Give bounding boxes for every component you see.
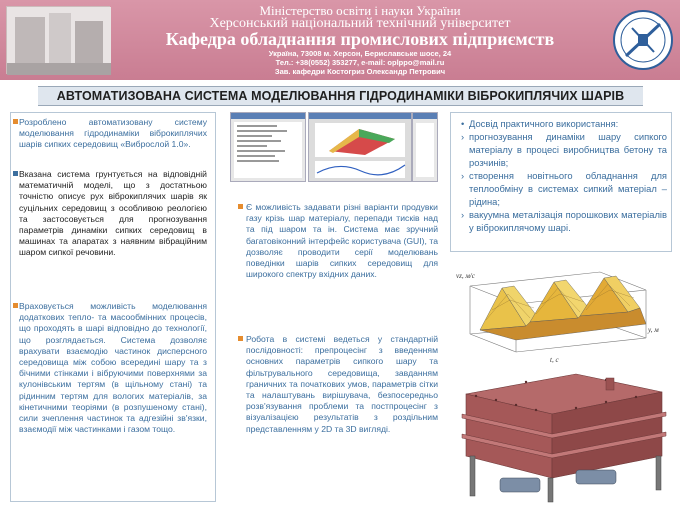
vibrating-apparatus-image bbox=[456, 370, 668, 504]
experience-item-text: прогнозування динаміки шару сипкого матеріалу в процесі виробництва бетону та розчинів; bbox=[469, 131, 667, 168]
experience-box bbox=[450, 112, 672, 252]
orange-bullet-icon bbox=[13, 119, 18, 124]
bullet-icon: • bbox=[461, 118, 465, 129]
left-column bbox=[10, 112, 216, 502]
blue-bullet-icon bbox=[13, 171, 18, 176]
x-axis-label: t, с bbox=[550, 356, 559, 364]
y-axis-label: y, м bbox=[648, 326, 659, 334]
ministry-name: Міністерство освіти і науки України bbox=[259, 3, 461, 18]
intro-paragraph bbox=[19, 117, 207, 151]
model-paragraph bbox=[19, 169, 207, 259]
arrow-bullet-icon: › bbox=[461, 209, 465, 220]
software-screenshot-3 bbox=[412, 112, 438, 182]
header-photo bbox=[6, 6, 110, 74]
orange-bullet-icon bbox=[13, 303, 18, 308]
poster-title-bar bbox=[38, 86, 643, 106]
department-name: Кафедра обладнання промислових підприємств bbox=[165, 29, 555, 49]
velocity-surface-chart bbox=[450, 264, 672, 364]
processes-text: Враховується можливість моделювання додаткових тепло- та масообмінних процесів, що проходять в шарі відповідно до технології, що розглядається. Система дозволяє врахувати взаємодію частинок дисперсного середовища між собою всередині шару та з бічними стінками і вібруючими поверхнями за кулонівським тертям (в щільному стані) та рідинним тертям для вологих матеріалів, за кінетичними теоріями (в розпушеному стані), сили зчеплення частинок та адгезійні зв'язки, взаємодії між частинками і газом тощо. bbox=[19, 301, 207, 435]
gui-paragraph bbox=[246, 202, 438, 280]
middle-column bbox=[226, 112, 440, 502]
processes-paragraph bbox=[19, 301, 207, 435]
experience-item bbox=[461, 208, 667, 234]
experience-item bbox=[461, 130, 667, 169]
experience-intro-text: Досвід практичного використання: bbox=[469, 118, 619, 129]
experience-item bbox=[461, 169, 667, 208]
arrow-bullet-icon: › bbox=[461, 170, 465, 181]
experience-item-text: вакуумна металізація порошкових матеріалів у віброкиплячому шарі. bbox=[469, 209, 667, 233]
university-name: Херсонський національний технічний університет bbox=[209, 16, 511, 31]
contacts-line: Тел.: +38(0552) 353277, e-mail: oplppo@mail.ru bbox=[275, 58, 445, 67]
software-screenshot-2 bbox=[308, 112, 412, 182]
experience-intro bbox=[461, 117, 667, 130]
header-banner bbox=[0, 0, 680, 80]
orange-bullet-icon bbox=[238, 336, 243, 341]
arrow-bullet-icon: › bbox=[461, 131, 465, 142]
z-axis-label: vz, м/с bbox=[456, 272, 475, 280]
experience-item-text: створення новітнього обладнання для теплообміну в системах сипкий матеріал – рідина; bbox=[469, 170, 667, 207]
intro-text: Розроблено автоматизовану систему моделювання гідродинаміки віброкиплячих шарів сипких середовищ «Виброслой 1.0». bbox=[19, 117, 207, 150]
address-line: Україна, 73008 м. Херсон, Бериславське шосе, 24 bbox=[268, 49, 452, 58]
software-screenshot-1 bbox=[230, 112, 306, 182]
orange-bullet-icon bbox=[238, 204, 243, 209]
gui-text: Є можливість задавати різні варіанти продувки газу крізь шар матеріалу, перепади тисків над та під шаром та ін. Система має зручний багатовіконний інтерфейс користувача (GUI), та дозволяє проводити серії моделювань поведінки шарів сипких середовищ для широкого спектру вхідних даних. bbox=[246, 202, 438, 280]
poster-title: АВТОМАТИЗОВАНА СИСТЕМА МОДЕЛЮВАННЯ ГІДРОДИНАМІКИ ВІБРОКИПЛЯЧИХ ШАРІВ bbox=[56, 89, 625, 103]
university-logo bbox=[612, 6, 674, 74]
model-text: Вказана система грунтується на відповідній математичній моделі, що з достатньою точністю описує рух віброкиплячих шарів як суцільних середовищ з особливою реологією та застосовується для прогнозування параметрів динаміки сипких середовищ в машинах та апаратах з наявним вібраційним шаром сипкої речовини. bbox=[19, 169, 207, 258]
head-of-department-line: Зав. кафедри Костогриз Олександр Петрович bbox=[274, 67, 446, 76]
workflow-paragraph bbox=[246, 334, 438, 435]
workflow-text: Робота в системі ведеться у стандартній послідовності: препроцесінг з введенням основних параметрів сипкого шару та фільтрувального середовища, завданням граничних та початкових умов, параметрів сітки та налаштувань вирішувача, безпосередньо розв'язування проблеми та постпроцесінг з візуалізацією результатів з роздільним представленням у 2D та 3D вигляді. bbox=[246, 334, 438, 434]
